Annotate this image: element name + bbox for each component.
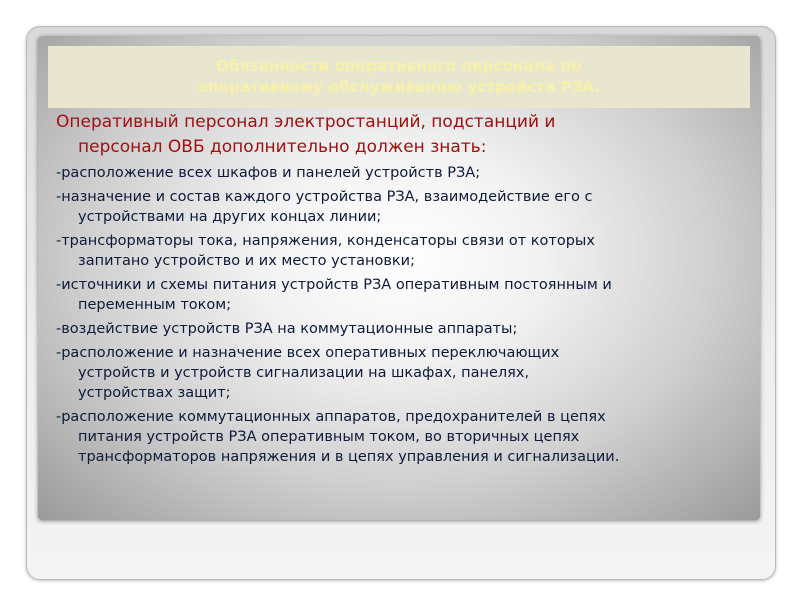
list-item-line: запитано устройство и их место установки; (78, 253, 415, 269)
list-item-line: питания устройств РЗА оперативным током, во вторичных цепях (78, 429, 580, 445)
list-item-line: -расположение коммутационных аппаратов, предохранителей в цепях (56, 409, 606, 425)
list-item-line: -источники и схемы питания устройств РЗА оперативным постоянным и (56, 277, 612, 293)
list-item (56, 187, 756, 227)
list-item-line: переменным током; (78, 297, 232, 313)
list-item-line: -расположение всех шкафов и панелей устройств РЗА; (56, 165, 481, 181)
lead-line-2: персонал ОВБ дополнительно должен знать: (78, 137, 487, 157)
slide-title-box (48, 46, 750, 108)
list-item-line: устройствах защит; (78, 385, 231, 401)
slide-content (56, 110, 756, 471)
list-item-line: -назначение и состав каждого устройства РЗА, взаимодействие его с (56, 189, 593, 205)
list-item-line: устройств и устройств сигнализации на шкафах, панелях, (78, 365, 530, 381)
list-item-line: устройствами на других концах линии; (78, 209, 382, 225)
list-item-line: трансформаторов напряжения и в цепях управления и сигнализации. (78, 449, 620, 465)
list-item-line: -трансформаторы тока, напряжения, конденсаторы связи от которых (56, 233, 595, 249)
list-item (56, 319, 756, 339)
list-item (56, 343, 756, 403)
slide-footer-area (38, 528, 760, 568)
lead-line-1: Оперативный персонал электростанций, подстанций и (56, 112, 556, 132)
list-item (56, 163, 756, 183)
list-item-line: -расположение и назначение всех оперативных переключающих (56, 345, 560, 361)
lead-paragraph (56, 110, 756, 160)
list-item (56, 275, 756, 315)
list-item (56, 407, 756, 467)
slide-title-line-1: Обязанности оперативного персонала по (216, 57, 582, 75)
slide-title-line-2: оперативному обслуживанию устройств РЗА. (197, 78, 601, 96)
list-item (56, 231, 756, 271)
list-item-line: -воздействие устройств РЗА на коммутационные аппараты; (56, 321, 518, 337)
